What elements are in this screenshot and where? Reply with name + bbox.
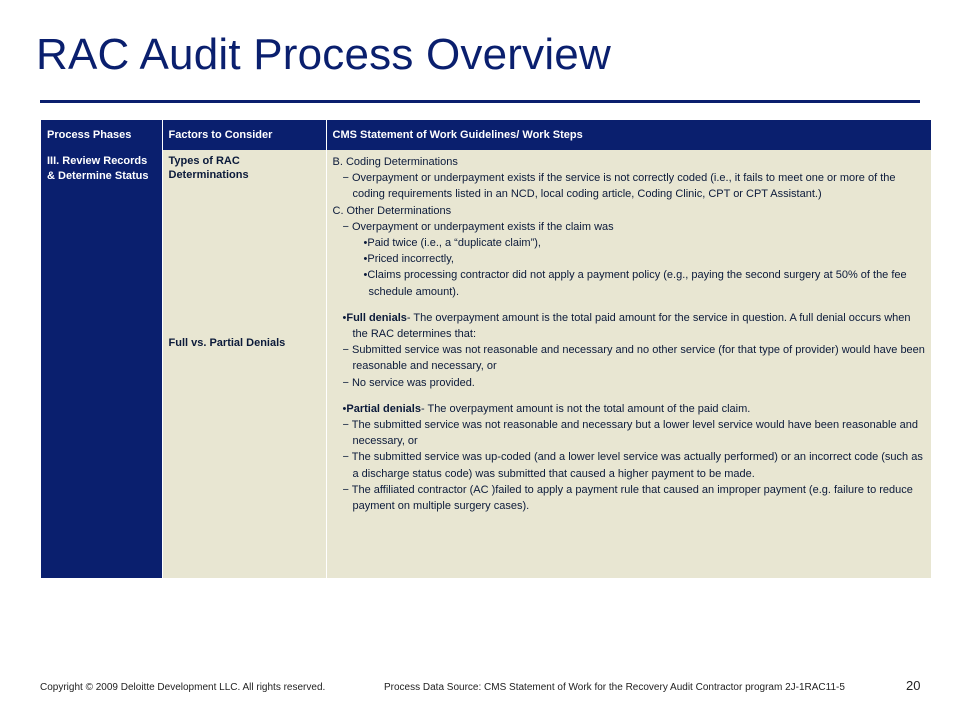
factor-spacer xyxy=(169,182,320,336)
other-subbullet-policy: •Claims processing contractor did not apply a payment policy (e.g., paying the second surgery at 50% of the fee schedule amount). xyxy=(363,269,907,298)
spacer xyxy=(333,391,926,401)
header-cms-guidelines: CMS Statement of Work Guidelines/ Work Steps xyxy=(326,120,931,150)
process-table xyxy=(41,120,931,578)
page-title: RAC Audit Process Overview xyxy=(36,30,611,79)
spacer xyxy=(333,300,926,310)
copyright-text: Copyright © 2009 Deloitte Development LLC. All rights reserved. xyxy=(40,682,326,693)
other-subbullet-priced: •Priced incorrectly, xyxy=(363,253,454,266)
title-rule xyxy=(40,100,920,103)
other-heading: C. Other Determinations xyxy=(332,204,452,217)
partial-bullet-1: − The submitted service was not reasonable and necessary but a lower level service would have been reasonable and necessary, or xyxy=(342,419,919,448)
other-subbullet-duplicate: •Paid twice (i.e., a “duplicate claim”), xyxy=(363,237,541,250)
header-process-phases: Process Phases xyxy=(41,120,162,150)
partial-bullet-2: − The submitted service was up-coded (and a lower level service was actually performed) or an incorrect code (such as a discharge status code) was submitted that caused a higher payment to be made. xyxy=(342,451,923,480)
factor-full-vs-partial: Full vs. Partial Denials xyxy=(168,337,286,349)
steps-cell xyxy=(326,150,931,578)
coding-heading: B. Coding Determinations xyxy=(332,156,458,168)
factors-cell xyxy=(162,150,326,578)
partial-denials-paragraph: •Partial denials- The overpayment amount is not the total amount of the paid claim. xyxy=(342,402,751,415)
partial-denials-label: Partial denials xyxy=(346,402,421,415)
table-header-row xyxy=(41,120,931,150)
coding-bullet: − Overpayment or underpayment exists if the service is not correctly coded (i.e., it fails to meet one or more of the coding requirements listed in an NCD, local coding article, Coding Clinic, CPT or CPT Assistant.) xyxy=(342,172,896,201)
partial-bullet-3: − The affiliated contractor (AC )failed to apply a payment rule that caused an improper payment (e.g. failure to reduce payment on multiple surgery cases). xyxy=(342,483,913,513)
page-number: 20 xyxy=(906,678,921,693)
other-bullet: − Overpayment or underpayment exists if the claim was xyxy=(342,220,614,233)
source-text: Process Data Source: CMS Statement of Work for the Recovery Audit Contractor program 2J-1RAC11-5 xyxy=(384,682,845,693)
partial-denials-text: - The overpayment amount is not the total amount of the paid claim. xyxy=(420,402,751,415)
phase-cell: III. Review Records & Determine Status xyxy=(41,150,162,578)
full-bullet-1: − Submitted service was not reasonable and necessary and no other service (for that type of provider) would have been reasonable and necessary, or xyxy=(342,344,925,373)
full-bullet-2: − No service was provided. xyxy=(342,376,475,389)
full-denials-text: - The overpayment amount is the total paid amount for the service in question. A full denial occurs when the RAC determines that: xyxy=(352,311,911,341)
table-row xyxy=(41,150,931,578)
full-denials-paragraph: •Full denials- The overpayment amount is the total paid amount for the service in question. A full denial occurs when the RAC determines that: xyxy=(342,311,911,341)
header-factors: Factors to Consider xyxy=(162,120,326,150)
full-denials-label: Full denials xyxy=(346,311,407,324)
factor-types-of-determinations: Types of RAC Determinations xyxy=(168,155,249,181)
